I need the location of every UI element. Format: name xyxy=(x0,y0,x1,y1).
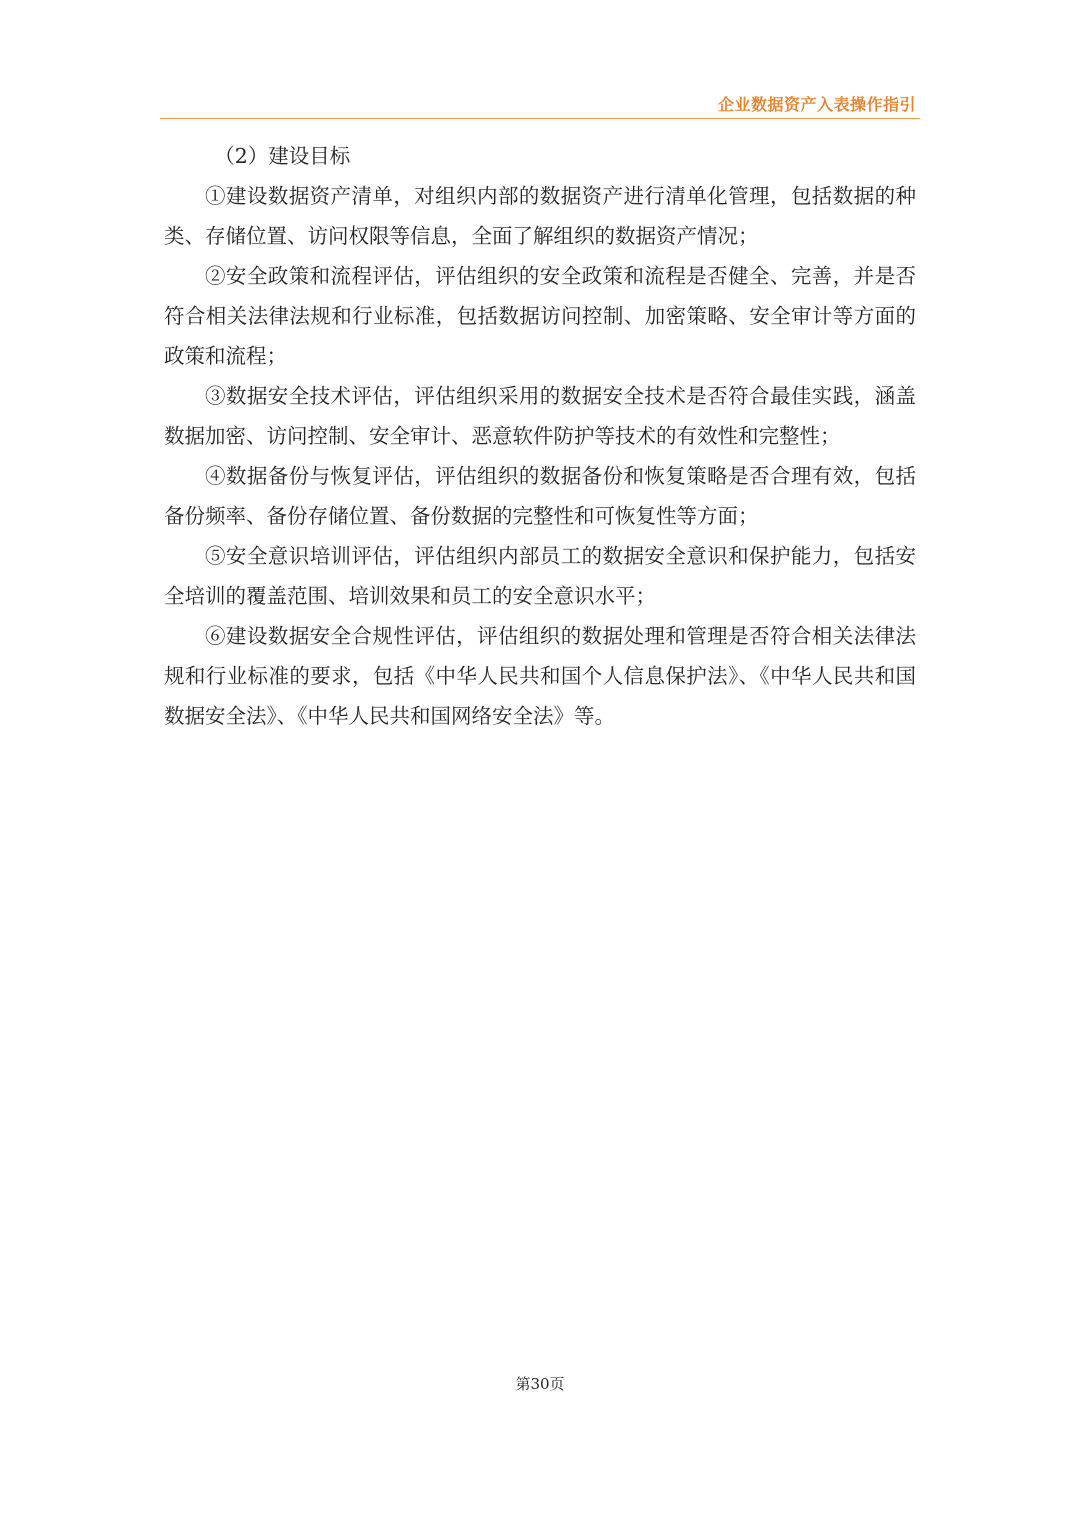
paragraph-item-2: ②安全政策和流程评估，评估组织的安全政策和流程是否健全、完善，并是否符合相关法律法规和行业标准，包括数据访问控制、加密策略、安全审计等方面的政策和流程； xyxy=(164,264,916,368)
paragraph-item-4: ④数据备份与恢复评估，评估组织的数据备份和恢复策略是否合理有效，包括备份频率、备份存储位置、备份数据的完整性和可恢复性等方面； xyxy=(164,464,916,528)
header-divider xyxy=(160,118,920,119)
paragraph-item-3: ③数据安全技术评估，评估组织采用的数据安全技术是否符合最佳实践，涵盖数据加密、访问控制、安全审计、恶意软件防护等技术的有效性和完整性； xyxy=(164,384,916,448)
paragraph-item-1: ①建设数据资产清单，对组织内部的数据资产进行清单化管理，包括数据的种类、存储位置、访问权限等信息，全面了解组织的数据资产情况； xyxy=(164,184,916,248)
paragraph-item-6: ⑥建设数据安全合规性评估，评估组织的数据处理和管理是否符合相关法律法规和行业标准的要求，包括《中华人民共和国个人信息保护法》、《中华人民共和国数据安全法》、《中华人民共和国网络安全法》等。 xyxy=(164,624,916,728)
running-header-title: 企业数据资产入表操作指引 xyxy=(717,95,916,114)
document-body xyxy=(164,136,916,736)
page-number: 第30页 xyxy=(515,1375,565,1393)
paragraph-item-5: ⑤安全意识培训评估，评估组织内部员工的数据安全意识和保护能力，包括安全培训的覆盖范围、培训效果和员工的安全意识水平； xyxy=(164,544,916,608)
section-heading: （2）建设目标 xyxy=(214,144,351,168)
